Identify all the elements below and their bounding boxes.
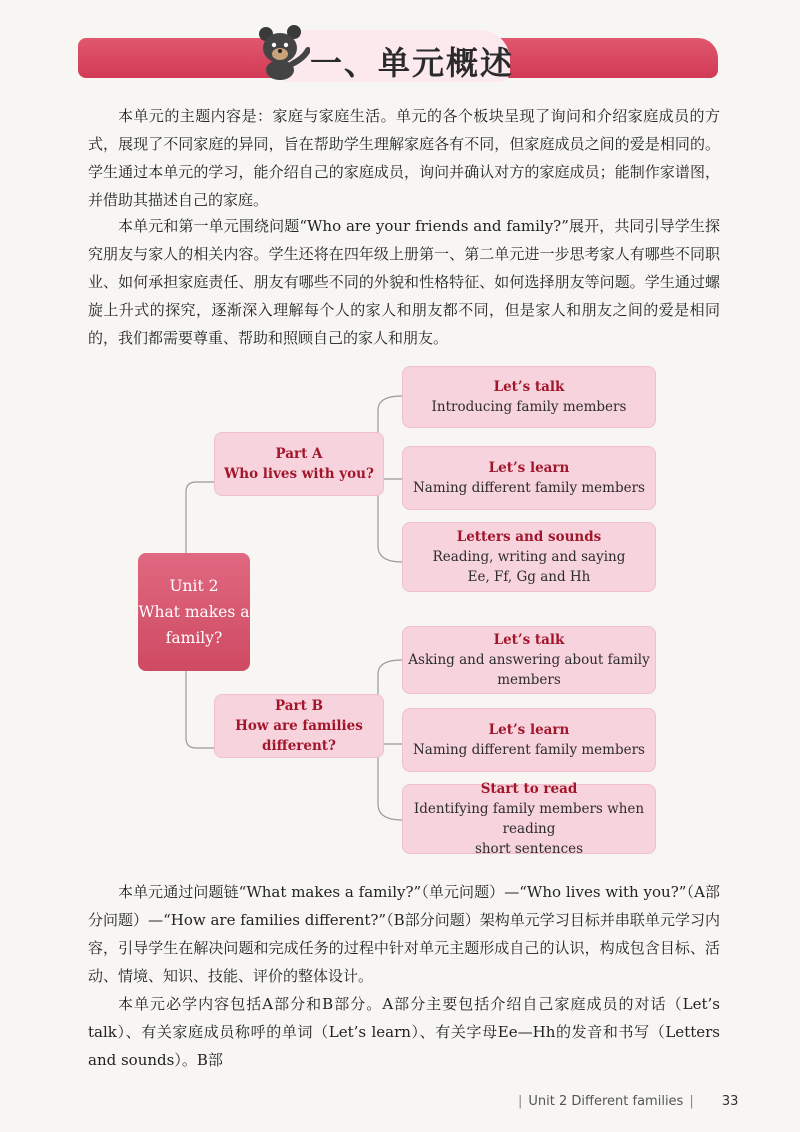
part-a-title: Part A	[275, 446, 323, 462]
root-line-2: What makes a	[138, 603, 250, 621]
part-a-question: Who lives with you?	[224, 466, 374, 482]
leaf-a-lets-talk	[402, 366, 656, 428]
paragraph-theme: 本单元的主题内容是：家庭与家庭生活。单元的各个板块呈现了询问和介绍家庭成员的方式，展现了不同家庭的异同，旨在帮助学生理解家庭各有不同，但家庭成员之间的爱是相同的。学生通过本单元的学习，能介绍自己的家庭成员，询问并确认对方的家庭成员；能制作家谱图，并借助其描述自己的家庭。	[88, 107, 720, 209]
leaf-a-lets-learn	[402, 446, 656, 510]
leaf-b-start-to-read	[402, 781, 656, 857]
leaf-b-lets-talk	[402, 626, 656, 694]
footer-unit-title: Different families	[571, 1094, 684, 1109]
root-line-1: Unit 2	[169, 577, 219, 595]
paragraph-connection: 本单元和第一单元围绕问题“Who are your friends and family?”展开，共同引导学生探究朋友与家人的相关内容。学生还将在四年级上册第一、第二单元进一步思考家人有哪些不同职业、如何承担家庭责任、朋友有哪些不同的外貌和性格特征、如何选择朋友等问题。学生通过螺旋上升式的探究，逐渐深入理解每个人的家人和朋友都不同，但是家人和朋友之间的爱是相同的，我们都需要尊重、帮助和照顾自己的家人和朋友。	[88, 217, 720, 347]
footer-divider: |	[518, 1094, 523, 1109]
leaf-title: Let’s talk	[493, 632, 565, 648]
paragraph-question-chain: 本单元通过问题链“What makes a family?”（单元问题）—“Who lives with you?”（A部分问题）—“How are families different?”（B部分问题）架构单元学习目标并串联单元学习内容，引导学生在解决问题和完成任务的过程中针对单元主题形成自己的认识，构成包含目标、活动、情境、知识、技能、评价的整体设计。	[88, 883, 720, 985]
mindmap-root-unit	[138, 553, 250, 671]
leaf-description: Naming different family members	[412, 742, 645, 758]
leaf-title: Let’s learn	[488, 722, 570, 738]
leaf-description: Introducing family members	[431, 399, 627, 415]
leaf-a-letters-and-sounds	[402, 522, 656, 592]
leaf-description-2: short sentences	[474, 841, 584, 857]
leaf-title: Let’s learn	[488, 460, 570, 476]
footer-divider: |	[689, 1094, 694, 1109]
page-title: 一、单元概述	[310, 44, 515, 82]
mindmap-part-a	[214, 432, 384, 496]
footer-unit: Unit 2	[528, 1094, 568, 1109]
paragraph-required-content: 本单元必学内容包括A部分和B部分。A部分主要包括介绍自己家庭成员的对话（Let’s talk）、有关家庭成员称呼的单词（Let’s learn）、有关字母Ee—Hh的发音和书写（Letters and sounds）。B部	[88, 995, 720, 1069]
page-footer	[512, 1094, 738, 1109]
part-b-question: How are families different?	[235, 718, 363, 754]
leaf-description: Naming different family members	[412, 480, 645, 496]
leaf-title: Start to read	[480, 781, 578, 797]
leaf-description: Reading, writing and saying	[432, 549, 626, 565]
leaf-b-lets-learn	[402, 708, 656, 772]
leaf-title: Let’s talk	[493, 379, 565, 395]
page-number: 33	[721, 1094, 739, 1109]
root-line-3: family?	[165, 629, 223, 647]
leaf-title: Letters and sounds	[456, 529, 602, 545]
leaf-description: Identifying family members when reading	[413, 801, 645, 837]
part-b-title: Part B	[275, 698, 323, 714]
leaf-description-2: members	[497, 672, 561, 688]
leaf-description-2: Ee, Ff, Gg and Hh	[467, 569, 591, 585]
leaf-description: Asking and answering about family	[408, 652, 650, 668]
mindmap-part-b	[214, 694, 384, 758]
